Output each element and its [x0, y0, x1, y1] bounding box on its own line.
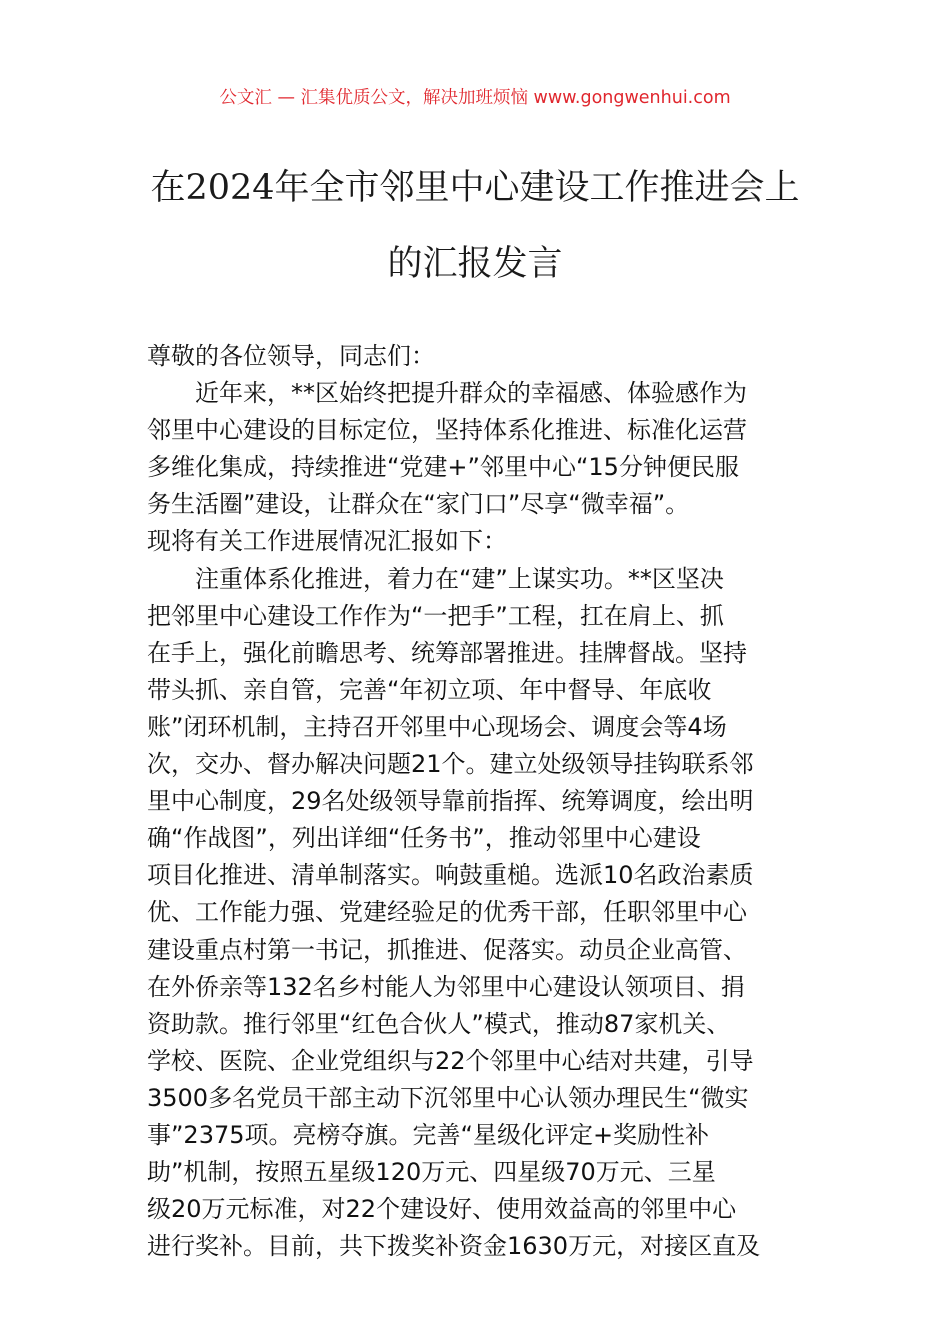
- paragraph-line: 把邻里中心建设工作作为“一把手”工程，扛在肩上、抓: [147, 601, 724, 630]
- paragraph-line: 3500多名党员干部主动下沉邻里中心认领办理民生“微实: [147, 1083, 749, 1112]
- paragraph-line: 注重体系化推进，着力在“建”上谋实功。**区坚决: [195, 564, 724, 593]
- paragraph-line: 现将有关工作进展情况汇报如下：: [147, 527, 507, 556]
- paragraph-line: 级20万元标准，对22个建设好、使用效益高的邻里中心: [147, 1195, 737, 1224]
- salutation: 尊敬的各位领导，同志们：: [147, 342, 435, 370]
- paragraph-line: 进行奖补。目前，共下拨奖补资金1630万元，对接区直及: [147, 1232, 761, 1261]
- paragraph-line: 资助款。推行邻里“红色合伙人”模式，推动87家机关、: [147, 1009, 731, 1038]
- paragraph-line: 项目化推进、清单制落实。响鼓重槌。选派10名政治素质: [147, 861, 754, 890]
- paragraph-line: 助”机制，按照五星级120万元、四星级70万元、三星: [147, 1158, 716, 1187]
- paragraph-line: 账”闭环机制，主持召开邻里中心现场会、调度会等4场: [147, 712, 727, 741]
- paragraph-line: 在外侨亲等132名乡村能人为邻里中心建设认领项目、捐: [147, 972, 745, 1001]
- document-title: [130, 150, 820, 302]
- watermark-header: 公文汇 — 汇集优质公文，解决加班烦恼 www.gongwenhui.com: [219, 88, 731, 108]
- paragraph-line: 优、工作能力强、党建经验足的优秀干部，任职邻里中心: [147, 898, 747, 927]
- title-line: 的汇报发言: [387, 244, 563, 284]
- paragraph-line: 务生活圈”建设，让群众在“家门口”尽享“微幸福”。: [147, 490, 690, 519]
- paragraph-line: 建设重点村第一书记，抓推进、促落实。动员企业高管、: [147, 935, 747, 964]
- paragraph-line: 确“作战图”，列出详细“任务书”，推动邻里中心建设: [147, 824, 701, 853]
- paragraph-line: 事”2375项。亮榜夺旗。完善“星级化评定+奖励性补: [147, 1120, 710, 1149]
- paragraph-line: 次，交办、督办解决问题21个。建立处级领导挂钩联系邻: [147, 750, 754, 779]
- paragraph-line: 在手上，强化前瞻思考、统筹部署推进。挂牌督战。坚持: [147, 638, 747, 667]
- paragraph-line: 多维化集成，持续推进“党建+”邻里中心“15分钟便民服: [147, 453, 739, 482]
- paragraph-line: 邻里中心建设的目标定位，坚持体系化推进、标准化运营: [147, 416, 747, 445]
- paragraph-line: 里中心制度，29名处级领导靠前指挥、统筹调度，绘出明: [147, 787, 754, 816]
- paragraph-line: 带头抓、亲自管，完善“年初立项、年中督导、年底收: [147, 675, 712, 704]
- paragraph-line: 近年来，**区始终把提升群众的幸福感、体验感作为: [195, 379, 747, 408]
- title-line: 在2024年全市邻里中心建设工作推进会上: [150, 168, 800, 208]
- paragraph-line: 学校、医院、企业党组织与22个邻里中心结对共建，引导: [147, 1046, 754, 1075]
- document-body: [147, 338, 809, 1265]
